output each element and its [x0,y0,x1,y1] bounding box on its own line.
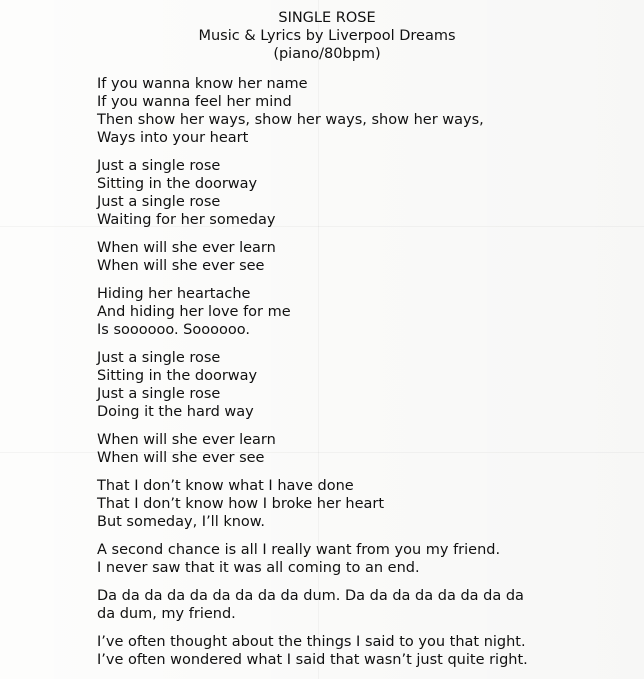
lyric-line: A second chance is all I really want from you my friend. [97,542,501,558]
song-credit: Music & Lyrics by Liverpool Dreams [198,28,456,44]
lyric-line: When will she ever learn [97,432,276,448]
lyric-stanza [97,431,637,467]
lyric-line: When will she ever learn [97,240,276,256]
lyric-line: Da da da da da da da da da dum. Da da da da da da da da [97,588,524,604]
lyric-line: Ways into your heart [97,130,249,146]
lyric-stanza [97,239,637,275]
lyric-line: Just a single rose [97,386,221,402]
lyrics-body [97,75,637,679]
lyric-stanza [97,157,637,229]
lyric-line: If you wanna feel her mind [97,94,292,110]
lyric-line: Sitting in the doorway [97,368,258,384]
lyric-stanza [97,75,637,147]
lyric-line: Just a single rose [97,194,221,210]
lyric-line: Sitting in the doorway [97,176,258,192]
song-header [0,9,644,63]
lyric-stanza [97,541,637,577]
lyric-line: Just a single rose [97,350,221,366]
lyric-line: Is soooooo. Soooooo. [97,322,250,338]
lyric-stanza [97,349,637,421]
lyric-line: Then show her ways, show her ways, show her ways, [97,112,484,128]
song-title: SINGLE ROSE [278,10,376,26]
lyric-line: If you wanna know her name [97,76,308,92]
lyric-stanza [97,285,637,339]
lyric-line: And hiding her love for me [97,304,291,320]
lyric-stanza [97,633,637,669]
lyric-line: When will she ever see [97,258,265,274]
lyric-line: When will she ever see [97,450,265,466]
lyric-stanza [97,477,637,531]
lyric-line: I’ve often thought about the things I said to you that night. [97,634,526,650]
lyric-line: Just a single rose [97,158,221,174]
lyric-line: Waiting for her someday [97,212,276,228]
lyric-line: Doing it the hard way [97,404,254,420]
lyric-line: But someday, I’ll know. [97,514,265,530]
lyric-stanza [97,587,637,623]
lyric-line: I’ve often wondered what I said that wasn’t just quite right. [97,652,528,668]
lyric-line: I never saw that it was all coming to an end. [97,560,420,576]
lyric-line: da dum, my friend. [97,606,236,622]
lyric-line: Hiding her heartache [97,286,251,302]
lyric-line: That I don’t know what I have done [97,478,354,494]
lyric-line: That I don’t know how I broke her heart [97,496,385,512]
song-tempo: (piano/80bpm) [273,46,381,62]
